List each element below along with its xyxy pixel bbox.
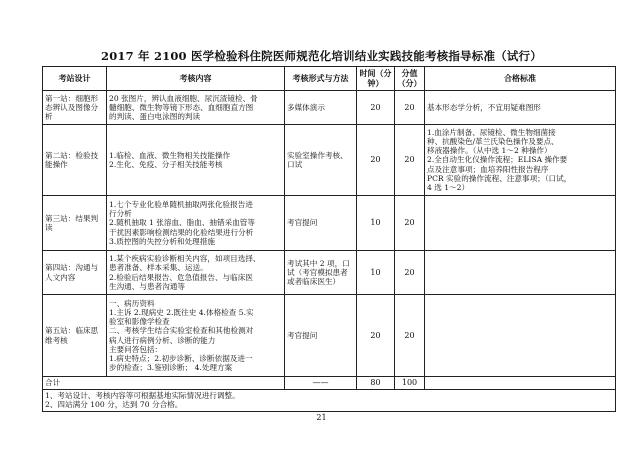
header-method: 考核形式与方法 xyxy=(285,67,357,91)
station-cell: 第四站：沟通与人文内容 xyxy=(43,251,107,295)
station-cell: 第五站：临床思维考核 xyxy=(43,295,107,377)
table-row-station-4 xyxy=(43,251,616,295)
criteria-cell xyxy=(425,196,616,251)
content-line: 步的检查；3.鉴别诊断； 4.处理方案 xyxy=(109,363,233,373)
station-cell: 第二站：检验技能操作 xyxy=(43,125,107,196)
criteria-cell xyxy=(425,295,616,377)
content-line: 髓细胞、微生物等镜下形态、血细胞直方图 xyxy=(109,102,254,112)
content-line: 主要问答包括： xyxy=(109,344,163,354)
time-cell: 20 xyxy=(357,295,395,377)
notes-cell xyxy=(43,389,616,411)
station-cell: 第三站：结果判读 xyxy=(43,196,107,251)
criteria-cell xyxy=(425,251,616,295)
score-cell: 20 xyxy=(395,251,425,295)
document-title: 2017 年 2100 医学检验科住院医师规范化培训结业实践技能考核指导标准（试行） xyxy=(101,49,542,63)
criteria-line: 点及注意事项；血培养阳性报告程序 xyxy=(427,164,549,174)
header-time: 时间（分钟） xyxy=(357,67,395,91)
header-content: 考核内容 xyxy=(107,67,285,91)
time-cell: 10 xyxy=(357,196,395,251)
time-cell: 10 xyxy=(357,251,395,295)
total-time: 80 xyxy=(357,377,395,390)
content-cell xyxy=(107,196,285,251)
content-line: 1.某个疾病实验诊断相关内容，如项目选择、 xyxy=(109,254,261,263)
page-number: 21 xyxy=(316,413,327,422)
method-cell: 考试其中 2 项，口试（考官模拟患者或者临床医生） xyxy=(285,251,357,295)
content-cell xyxy=(107,125,285,196)
criteria-line: 种、抗酸染色/革兰氏染色操作及要点、 xyxy=(427,136,559,146)
method-cell: 考官提问 xyxy=(285,295,357,377)
total-criteria xyxy=(425,377,616,390)
score-cell: 20 xyxy=(395,196,425,251)
table-row-station-2 xyxy=(43,125,616,196)
content-line: 2.随机抽取 1 张溶血、脂血、抽错采血管等 xyxy=(109,218,255,228)
criteria-line: 1.血涂片制备、尿镜检、微生物细菌接 xyxy=(427,127,556,137)
criteria-line: 移液器操作。（从中选 1～2 种操作） xyxy=(427,146,552,156)
content-line: 1.病史特点；2.初步诊断、诊断依据及进一 xyxy=(109,354,253,363)
content-line: 1.临检、血液、微生物相关技能操作 xyxy=(109,150,231,160)
content-line: 2.生化、免疫、分子相关技能考核 xyxy=(109,160,223,169)
content-line: 1.七个专业化验单随机抽取两张化验报告进 xyxy=(109,199,253,209)
total-method: —— xyxy=(285,377,357,390)
note-line: 2、四站满分 100 分，达到 70 分合格。 xyxy=(45,400,183,410)
content-line: 20 张图片，辨认血液细胞、尿沉渣镜检、骨 xyxy=(109,93,258,103)
content-line: 一、病历资料 xyxy=(109,298,155,308)
content-line: 3.质控图的失控分析和处理措施 xyxy=(109,236,215,246)
time-cell: 20 xyxy=(357,125,395,196)
table-row-total xyxy=(43,377,616,390)
content-cell xyxy=(107,251,285,295)
header-station: 考站设计 xyxy=(43,67,107,91)
score-cell: 20 xyxy=(395,125,425,196)
content-line: 病人进行病例分析、诊断的能力 xyxy=(109,335,216,345)
content-line: 二、考核学生结合实验室检查和其他检测对 xyxy=(109,326,254,336)
content-line: 干扰因素影响检测结果的化验结果进行分析 xyxy=(109,227,254,237)
content-cell xyxy=(107,295,285,377)
content-cell xyxy=(107,91,285,125)
content-line: 验室和影像学检查 xyxy=(109,317,170,326)
table-row-station-5 xyxy=(43,295,616,377)
time-cell: 20 xyxy=(357,91,395,125)
total-label: 合计 xyxy=(43,377,285,390)
score-cell: 20 xyxy=(395,295,425,377)
total-score: 100 xyxy=(395,377,425,390)
criteria-line: 4 选 1～2） xyxy=(427,183,470,193)
note-line: 1、考站设计、考核内容等可根据基地实际情况进行调整。 xyxy=(45,391,240,400)
header-criteria: 合格标准 xyxy=(425,67,616,91)
header-row xyxy=(43,67,616,91)
content-line: 2.检验后结果报告、危急值报告、与临床医 xyxy=(109,272,253,282)
method-cell: 多媒体演示 xyxy=(285,91,357,125)
criteria-line: PCR 实验的操作流程、注意事项；（口试， xyxy=(427,173,572,183)
method-cell: 实验室操作考核、口试 xyxy=(285,125,357,196)
table-row-station-1 xyxy=(43,91,616,125)
header-score: 分值（分） xyxy=(395,67,425,91)
content-line: 行分析 xyxy=(109,209,132,219)
score-cell: 20 xyxy=(395,91,425,125)
criteria-line: 基本形态学分析，不宜用疑难图形 xyxy=(427,102,541,112)
station-cell: 第一站：细胞形态辨认及图像分析 xyxy=(43,91,107,125)
criteria-line: 2.全自动生化仪操作流程；ELISA 操作要 xyxy=(427,155,568,165)
content-line: 的判读、蛋白电泳图的判读 xyxy=(109,112,201,122)
content-line: 1.主诉 2.现病史 2.既往史 4.体格检查 5.实 xyxy=(109,307,254,317)
table-row-notes xyxy=(43,389,616,411)
assessment-table xyxy=(42,66,616,412)
criteria-cell xyxy=(425,125,616,196)
table-row-station-3 xyxy=(43,196,616,251)
content-line: 患者准备、样本采集、运送。 xyxy=(109,263,208,273)
criteria-cell xyxy=(425,91,616,125)
content-line: 生沟通、与患者沟通等 xyxy=(109,281,185,291)
method-cell: 考官提问 xyxy=(285,196,357,251)
